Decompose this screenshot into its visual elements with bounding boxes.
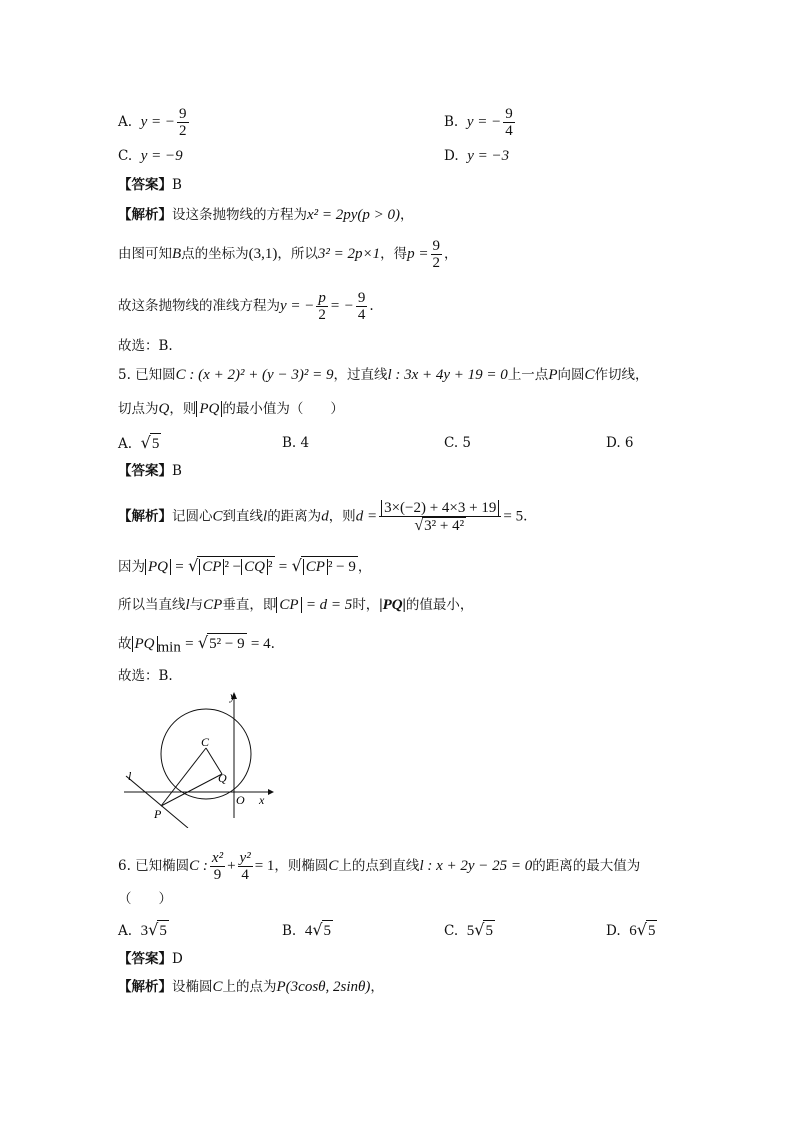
- label-P: P: [154, 807, 162, 821]
- q6-option-d: D. 6√5: [606, 920, 656, 939]
- q4-option-d: D. y = −3: [444, 148, 510, 164]
- q4-option-b: B. y = − $\frac{9}{4}$: [444, 106, 513, 139]
- x-axis-arrow: [268, 789, 274, 795]
- q5-analysis-line2: 因为 PQ = √ CP ² − CQ ² = √ CP ² − 9 ，: [118, 556, 372, 575]
- q6-stem-line1: 6. 已知椭圆C : $\frac{\text{x²}}{9}$ + $\frac{\text{y²}}{4}$ = 1，则椭圆C上的点到直线l : x + 2y − 25 = 0的距离的最大值为: [118, 850, 641, 883]
- q6-analysis-line1: 【解析】设椭圆C上的点为P(3cosθ, 2sinθ)，: [118, 979, 384, 995]
- q5-stem-line1: 5. 已知圆C : (x + 2)² + (y − 3)² = 9，过直线l : 3x + 4y + 19 = 0上一点P向圆C作切线，: [118, 367, 649, 383]
- q5-analysis-line3: 所以当直线l与CP垂直，即 CP = d = 5时，|PQ|的值最小，: [118, 597, 474, 613]
- label-Q: Q: [218, 771, 227, 785]
- q5-answer: 【答案】B: [118, 463, 182, 479]
- label-l: l: [128, 769, 132, 783]
- q6-answer: 【答案】D: [118, 951, 183, 967]
- q5-option-c: C. 5: [444, 435, 472, 451]
- q4-analysis-line2: 由图可知B点的坐标为(3,1)，所以3² = 2p×1，得p = $\frac{9}{2}$ ，: [118, 238, 458, 271]
- q5-stem-line2: 切点为Q，则 PQ 的最小值为（ ）: [118, 401, 344, 417]
- q5-option-d: D. 6: [606, 435, 634, 451]
- label-O: O: [236, 793, 245, 807]
- q4-analysis-line3: 故这条抛物线的准线方程为y = − $\frac{p}{2}$ = − $\frac{9}{4}$ .: [118, 290, 374, 323]
- segment-PQ: [161, 774, 222, 806]
- q4-analysis-line1: 【解析】设这条抛物线的方程为x² = 2py(p > 0)，: [118, 207, 414, 223]
- q6-stem-line2: （ ）: [118, 891, 172, 907]
- label-x: x: [259, 793, 265, 807]
- q5-analysis-line1: 【解析】记圆心C到直线l的距离为d，则d = $\frac{3\times(-2) + 4\times 3 + 19}{\text{√3² + 4²}}$ = 5.: [118, 500, 528, 534]
- q6-option-b: B. 4√5: [282, 920, 332, 939]
- q6-option-a: A. 3√5: [118, 920, 167, 939]
- q4-option-c: C. y = −9: [118, 148, 183, 164]
- circle-C: [161, 709, 251, 799]
- q5-option-b: B. 4: [282, 435, 310, 451]
- q5-select: 故选：B.: [118, 668, 173, 684]
- q5-analysis-line4: 故 PQ $_{min}$ = √5² − 9 = 4.: [118, 633, 275, 656]
- q5-geometry-figure: [118, 688, 278, 828]
- q4-select: 故选：B.: [118, 338, 173, 354]
- q4-option-a: A. y = − $\frac{9}{2}$: [118, 106, 187, 139]
- q4-answer: 【答案】B: [118, 177, 182, 193]
- q5-option-a: A. √5: [118, 433, 160, 452]
- label-C: C: [201, 735, 210, 749]
- q6-option-c: C. 5√5: [444, 920, 493, 939]
- label-y: y: [230, 689, 236, 703]
